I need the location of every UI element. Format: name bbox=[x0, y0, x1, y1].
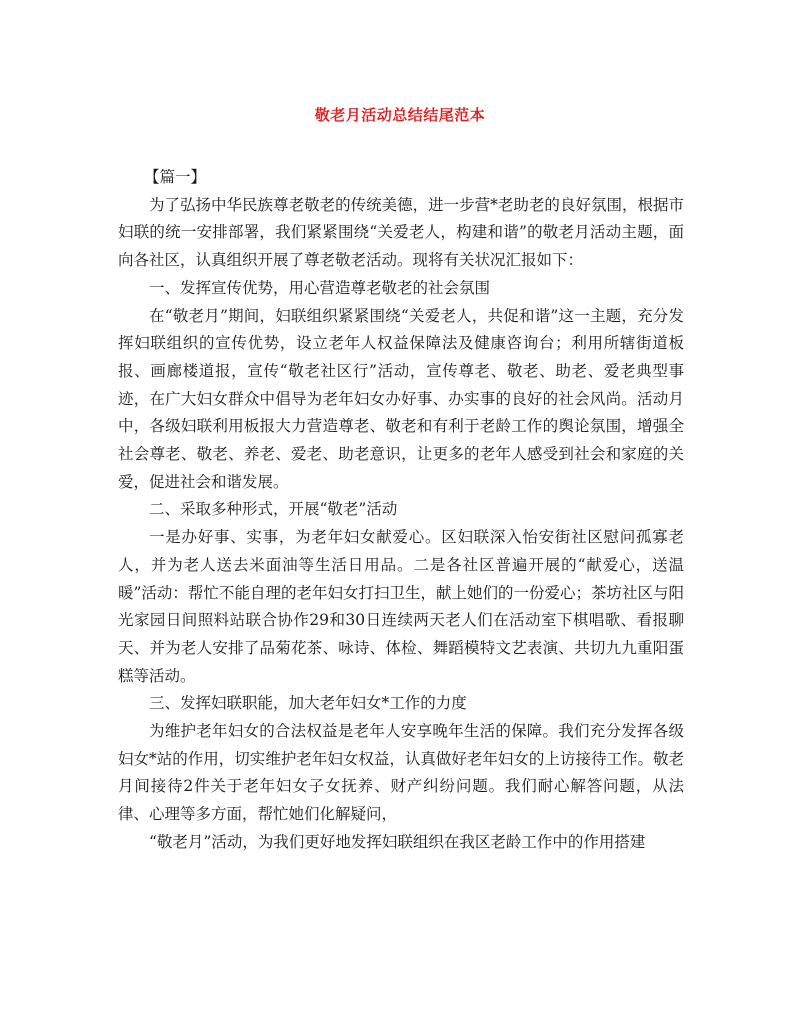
section-2-paragraph: 一是办好事、实事，为老年妇女献爱心。区妇联深入怡安街社区慰问孤寡老人，并为老人送去米面油等生活日用品。二是各社区普遍开展的“献爱心，送温暖”活动：帮忙不能自理的老年妇女打扫卫生，献上她们的一份爱心；茶坊社区与阳光家园日间照料站联合协作29和30日连续两天老人们在活动室下棋唱歌、看报聊天、并为老人安排了品菊花茶、咏诗、体检、舞蹈模特文艺表演、共切九九重阳蛋糕等活动。 bbox=[118, 528, 684, 685]
section-heading-1: 一、发挥宣传优势，用心营造尊老敬老的社会氛围 bbox=[149, 278, 491, 297]
intro-paragraph: 为了弘扬中华民族尊老敬老的传统美德，进一步营*老助老的良好氛围，根据市妇联的统一安排部署，我们紧紧围绕“关爱老人，构建和谐”的敬老月活动主题，面向各社区，认真组织开展了尊老敬老活动。现将有关状况汇报如下： bbox=[118, 195, 684, 270]
closing-paragraph: “敬老月”活动，为我们更好地发挥妇联组织在我区老龄工作中的作用搭建 bbox=[149, 832, 646, 851]
section-marker: 【篇一】 bbox=[144, 168, 207, 186]
document-body bbox=[118, 164, 684, 857]
section-3-paragraph: 为维护老年妇女的合法权益是老年人安享晚年生活的保障。我们充分发挥各级妇女*站的作用，切实维护老年妇女权益，认真做好老年妇女的上访接待工作。敬老月间接待2件关于老年妇女子女抚养、财产纠纷问题。我们耐心解答问题，从法律、心理等多方面，帮忙她们化解疑问， bbox=[118, 722, 684, 824]
section-heading-2: 二、采取多种形式，开展“敬老”活动 bbox=[149, 500, 398, 519]
document-title: 敬老月活动总结结尾范本 bbox=[314, 106, 486, 124]
section-heading-3: 三、发挥妇联职能，加大老年妇女*工作的力度 bbox=[149, 694, 467, 713]
section-1-paragraph: 在“敬老月”期间，妇联组织紧紧围绕“关爱老人，共促和谐”这一主题，充分发挥妇联组织的宣传优势，设立老年人权益保障法及健康咨询台；利用所辖街道板报、画廊楼道报，宣传“敬老社区行”活动，宣传尊老、敬老、助老、爱老典型事迹，在广大妇女群众中倡导为老年妇女办好事、办实事的良好的社会风尚。活动月中，各级妇联利用板报大力营造尊老、敬老和有利于老龄工作的舆论氛围，增强全社会尊老、敬老、养老、爱老、助老意识，让更多的老年人感受到社会和家庭的关爱，促进社会和谐发展。 bbox=[118, 306, 684, 491]
